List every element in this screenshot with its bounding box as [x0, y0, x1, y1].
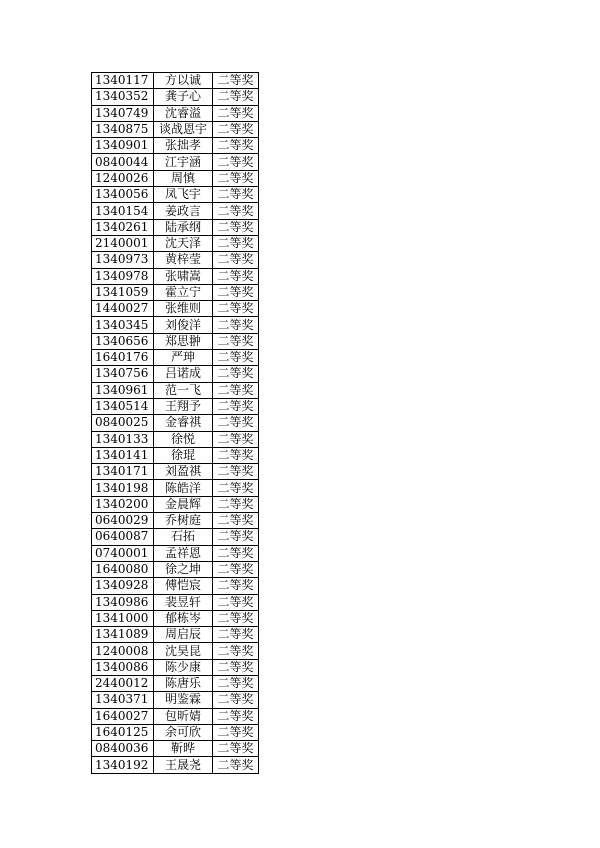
student-id-cell: 1340973 — [92, 252, 154, 268]
student-id-cell: 1640027 — [92, 708, 154, 724]
student-name-cell: 刘盈祺 — [154, 464, 213, 480]
student-id-cell: 2140001 — [92, 235, 154, 251]
student-name-cell: 黄梓莹 — [154, 252, 213, 268]
student-id-cell: 1340352 — [92, 89, 154, 105]
student-id-cell: 0640087 — [92, 529, 154, 545]
student-name-cell: 谈战恩宇 — [154, 121, 213, 137]
student-id-cell: 2440012 — [92, 675, 154, 691]
student-name-cell: 郑思翀 — [154, 333, 213, 349]
table-row — [92, 333, 259, 349]
student-name-cell: 沈昊昆 — [154, 643, 213, 659]
award-level-cell: 二等奖 — [213, 382, 259, 398]
student-id-cell: 1340514 — [92, 398, 154, 414]
student-name-cell: 范一飞 — [154, 382, 213, 398]
table-row — [92, 675, 259, 691]
student-id-cell: 0740001 — [92, 545, 154, 561]
student-name-cell: 凤飞宇 — [154, 187, 213, 203]
award-level-cell: 二等奖 — [213, 350, 259, 366]
table-row — [92, 138, 259, 154]
student-id-cell: 1340171 — [92, 464, 154, 480]
award-level-cell: 二等奖 — [213, 203, 259, 219]
student-id-cell: 0640029 — [92, 513, 154, 529]
award-level-cell: 二等奖 — [213, 643, 259, 659]
student-name-cell: 王翔予 — [154, 398, 213, 414]
student-name-cell: 姜政言 — [154, 203, 213, 219]
student-name-cell: 金晨辉 — [154, 496, 213, 512]
award-level-cell: 二等奖 — [213, 561, 259, 577]
award-level-cell: 二等奖 — [213, 366, 259, 382]
student-name-cell: 余可欣 — [154, 724, 213, 740]
award-level-cell: 二等奖 — [213, 692, 259, 708]
award-level-cell: 二等奖 — [213, 594, 259, 610]
table-row — [92, 398, 259, 414]
award-level-cell: 二等奖 — [213, 496, 259, 512]
student-name-cell: 乔树庭 — [154, 513, 213, 529]
award-level-cell: 二等奖 — [213, 138, 259, 154]
award-level-cell: 二等奖 — [213, 105, 259, 121]
student-name-cell: 张拙孝 — [154, 138, 213, 154]
student-name-cell: 方以诚 — [154, 73, 213, 89]
student-id-cell: 1340345 — [92, 317, 154, 333]
award-level-cell: 二等奖 — [213, 333, 259, 349]
table-row — [92, 692, 259, 708]
table-row — [92, 545, 259, 561]
student-name-cell: 张维则 — [154, 301, 213, 317]
table-row — [92, 464, 259, 480]
student-id-cell: 1640080 — [92, 561, 154, 577]
student-id-cell: 0840036 — [92, 741, 154, 757]
student-name-cell: 沈天泽 — [154, 235, 213, 251]
award-level-cell: 二等奖 — [213, 398, 259, 414]
award-level-cell: 二等奖 — [213, 154, 259, 170]
student-name-cell: 陆承纲 — [154, 219, 213, 235]
award-level-cell: 二等奖 — [213, 268, 259, 284]
student-name-cell: 明鉴霖 — [154, 692, 213, 708]
student-name-cell: 徐琨 — [154, 447, 213, 463]
award-level-cell: 二等奖 — [213, 741, 259, 757]
award-level-cell: 二等奖 — [213, 121, 259, 137]
student-id-cell: 1341000 — [92, 610, 154, 626]
table-row — [92, 447, 259, 463]
student-name-cell: 郁栋岑 — [154, 610, 213, 626]
student-id-cell: 1340371 — [92, 692, 154, 708]
student-name-cell: 霍立宁 — [154, 284, 213, 300]
table-row — [92, 301, 259, 317]
student-id-cell: 1340756 — [92, 366, 154, 382]
table-row — [92, 121, 259, 137]
award-level-cell: 二等奖 — [213, 757, 259, 773]
award-level-cell: 二等奖 — [213, 724, 259, 740]
award-level-cell: 二等奖 — [213, 578, 259, 594]
student-id-cell: 1340141 — [92, 447, 154, 463]
award-level-cell: 二等奖 — [213, 73, 259, 89]
award-level-cell: 二等奖 — [213, 627, 259, 643]
table-row — [92, 252, 259, 268]
table-row — [92, 350, 259, 366]
table-row — [92, 724, 259, 740]
table-row — [92, 480, 259, 496]
student-id-cell: 1640176 — [92, 350, 154, 366]
award-level-cell: 二等奖 — [213, 89, 259, 105]
table-row — [92, 382, 259, 398]
award-level-cell: 二等奖 — [213, 170, 259, 186]
table-row — [92, 89, 259, 105]
table-row — [92, 513, 259, 529]
student-name-cell: 孟祥恩 — [154, 545, 213, 561]
student-name-cell: 龚子心 — [154, 89, 213, 105]
table-row — [92, 154, 259, 170]
student-name-cell: 金睿祺 — [154, 415, 213, 431]
student-id-cell: 1340117 — [92, 73, 154, 89]
award-level-cell: 二等奖 — [213, 187, 259, 203]
table-row — [92, 529, 259, 545]
student-id-cell: 1340086 — [92, 659, 154, 675]
student-id-cell: 1340261 — [92, 219, 154, 235]
student-name-cell: 陈少康 — [154, 659, 213, 675]
award-level-cell: 二等奖 — [213, 480, 259, 496]
award-level-cell: 二等奖 — [213, 659, 259, 675]
award-level-cell: 二等奖 — [213, 301, 259, 317]
student-id-cell: 1240026 — [92, 170, 154, 186]
student-id-cell: 1341089 — [92, 627, 154, 643]
student-name-cell: 沈睿溢 — [154, 105, 213, 121]
student-name-cell: 靳晔 — [154, 741, 213, 757]
student-name-cell: 傅恺宸 — [154, 578, 213, 594]
table-row — [92, 73, 259, 89]
award-level-cell: 二等奖 — [213, 708, 259, 724]
table-row — [92, 610, 259, 626]
table-row — [92, 741, 259, 757]
student-id-cell: 1340056 — [92, 187, 154, 203]
student-id-cell: 1340928 — [92, 578, 154, 594]
student-name-cell: 江宇涵 — [154, 154, 213, 170]
table-row — [92, 594, 259, 610]
award-level-cell: 二等奖 — [213, 284, 259, 300]
table-row — [92, 431, 259, 447]
student-id-cell: 1340749 — [92, 105, 154, 121]
student-id-cell: 1340901 — [92, 138, 154, 154]
award-level-cell: 二等奖 — [213, 513, 259, 529]
award-level-cell: 二等奖 — [213, 447, 259, 463]
student-id-cell: 1640125 — [92, 724, 154, 740]
student-name-cell: 裴昱轩 — [154, 594, 213, 610]
table-row — [92, 268, 259, 284]
table-row — [92, 415, 259, 431]
table-row — [92, 187, 259, 203]
student-name-cell: 徐之坤 — [154, 561, 213, 577]
student-name-cell: 王晟尧 — [154, 757, 213, 773]
table-row — [92, 496, 259, 512]
table-row — [92, 284, 259, 300]
student-id-cell: 1440027 — [92, 301, 154, 317]
student-id-cell: 1340192 — [92, 757, 154, 773]
award-level-cell: 二等奖 — [213, 415, 259, 431]
student-name-cell: 吕诺成 — [154, 366, 213, 382]
award-list-table — [91, 72, 259, 774]
award-level-cell: 二等奖 — [213, 317, 259, 333]
student-id-cell: 0840025 — [92, 415, 154, 431]
award-level-cell: 二等奖 — [213, 610, 259, 626]
student-name-cell: 陈唐乐 — [154, 675, 213, 691]
student-id-cell: 1340198 — [92, 480, 154, 496]
student-id-cell: 1340986 — [92, 594, 154, 610]
table-row — [92, 708, 259, 724]
student-name-cell: 刘俊洋 — [154, 317, 213, 333]
student-id-cell: 1340875 — [92, 121, 154, 137]
table-row — [92, 170, 259, 186]
table-row — [92, 366, 259, 382]
student-name-cell: 陈皓洋 — [154, 480, 213, 496]
award-level-cell: 二等奖 — [213, 464, 259, 480]
award-list-body — [92, 73, 259, 774]
table-row — [92, 643, 259, 659]
table-row — [92, 627, 259, 643]
student-id-cell: 1340133 — [92, 431, 154, 447]
table-row — [92, 659, 259, 675]
award-level-cell: 二等奖 — [213, 219, 259, 235]
award-level-cell: 二等奖 — [213, 545, 259, 561]
table-row — [92, 219, 259, 235]
student-name-cell: 周慎 — [154, 170, 213, 186]
award-level-cell: 二等奖 — [213, 252, 259, 268]
student-name-cell: 石拓 — [154, 529, 213, 545]
student-id-cell: 1340200 — [92, 496, 154, 512]
table-row — [92, 317, 259, 333]
student-id-cell: 1340656 — [92, 333, 154, 349]
award-level-cell: 二等奖 — [213, 431, 259, 447]
student-name-cell: 包昕婧 — [154, 708, 213, 724]
table-row — [92, 105, 259, 121]
student-id-cell: 1341059 — [92, 284, 154, 300]
student-id-cell: 1240008 — [92, 643, 154, 659]
student-id-cell: 1340978 — [92, 268, 154, 284]
student-name-cell: 张啸嵩 — [154, 268, 213, 284]
student-id-cell: 1340154 — [92, 203, 154, 219]
student-name-cell: 严珅 — [154, 350, 213, 366]
student-id-cell: 1340961 — [92, 382, 154, 398]
table-row — [92, 757, 259, 773]
award-level-cell: 二等奖 — [213, 675, 259, 691]
table-row — [92, 578, 259, 594]
student-id-cell: 0840044 — [92, 154, 154, 170]
student-name-cell: 徐悦 — [154, 431, 213, 447]
table-row — [92, 203, 259, 219]
award-level-cell: 二等奖 — [213, 529, 259, 545]
student-name-cell: 周启辰 — [154, 627, 213, 643]
table-row — [92, 235, 259, 251]
award-level-cell: 二等奖 — [213, 235, 259, 251]
table-row — [92, 561, 259, 577]
